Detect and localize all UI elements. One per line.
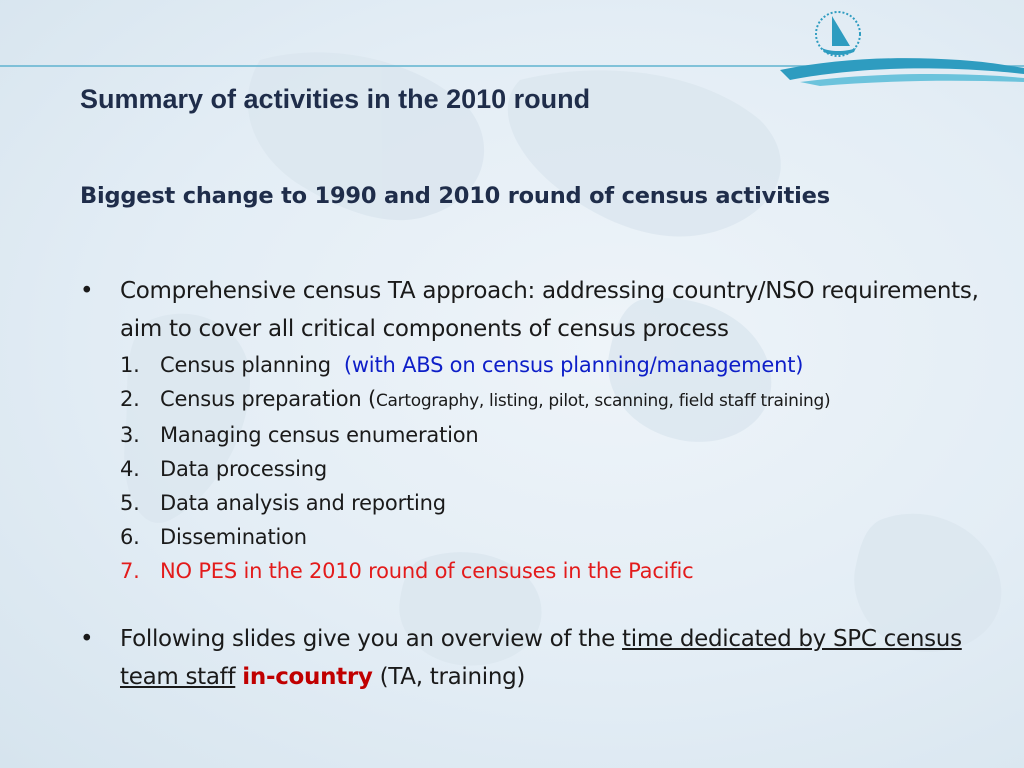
spc-sailboat-logo-icon	[810, 8, 866, 64]
list-item-census-preparation	[80, 382, 1000, 418]
list-number: 6.	[120, 525, 140, 549]
bullet-following-slides	[80, 620, 1000, 696]
list-number: 3.	[120, 423, 140, 447]
components-list	[80, 348, 1000, 588]
slide-title: Summary of activities in the 2010 round	[80, 84, 591, 114]
list-item-note: Cartography, listing, pilot, scanning, field staff training)	[375, 391, 831, 411]
list-item-text: NO PES in the 2010 round of censuses in the Pacific	[160, 559, 694, 583]
list-item-no-pes	[80, 554, 1000, 588]
list-number: 7.	[120, 559, 140, 583]
list-item-data-processing	[80, 452, 1000, 486]
list-item-text: Managing census enumeration	[160, 423, 479, 447]
list-number: 1.	[120, 353, 140, 377]
bullet-text-part1: Following slides give you an overview of the	[120, 626, 623, 652]
list-item-text: Data processing	[160, 457, 327, 481]
list-number: 5.	[120, 491, 140, 515]
list-item-text: Census preparation (	[160, 387, 376, 411]
bullet-text-underlined: time dedicated by SPC census team staff	[120, 626, 962, 690]
list-item-text: Dissemination	[160, 525, 307, 549]
bullet-text-part4: (TA, training)	[372, 664, 526, 690]
list-item-note: (with ABS on census planning/management)	[343, 353, 804, 377]
list-item-analysis	[80, 486, 1000, 520]
slide-subtitle: Biggest change to 1990 and 2010 round of census activities	[80, 183, 830, 209]
bullet-approach-text: Comprehensive census TA approach: addressing country/NSO requirements, aim to cover all critical components of census process	[120, 278, 979, 342]
bullet-text-in-country: in-country	[242, 664, 373, 690]
bullet-symbol: •	[80, 278, 94, 304]
bullet-symbol: •	[80, 626, 94, 652]
list-item-text: Data analysis and reporting	[160, 491, 446, 515]
header-wave-decoration	[0, 0, 1024, 90]
bullet-approach	[80, 272, 1000, 348]
list-item-dissemination	[80, 520, 1000, 554]
list-number: 2.	[120, 387, 140, 411]
slide-content	[80, 272, 1000, 696]
list-item-text: Census planning	[160, 353, 331, 377]
list-number: 4.	[120, 457, 140, 481]
list-item-census-planning	[80, 348, 1000, 382]
list-item-enumeration	[80, 418, 1000, 452]
